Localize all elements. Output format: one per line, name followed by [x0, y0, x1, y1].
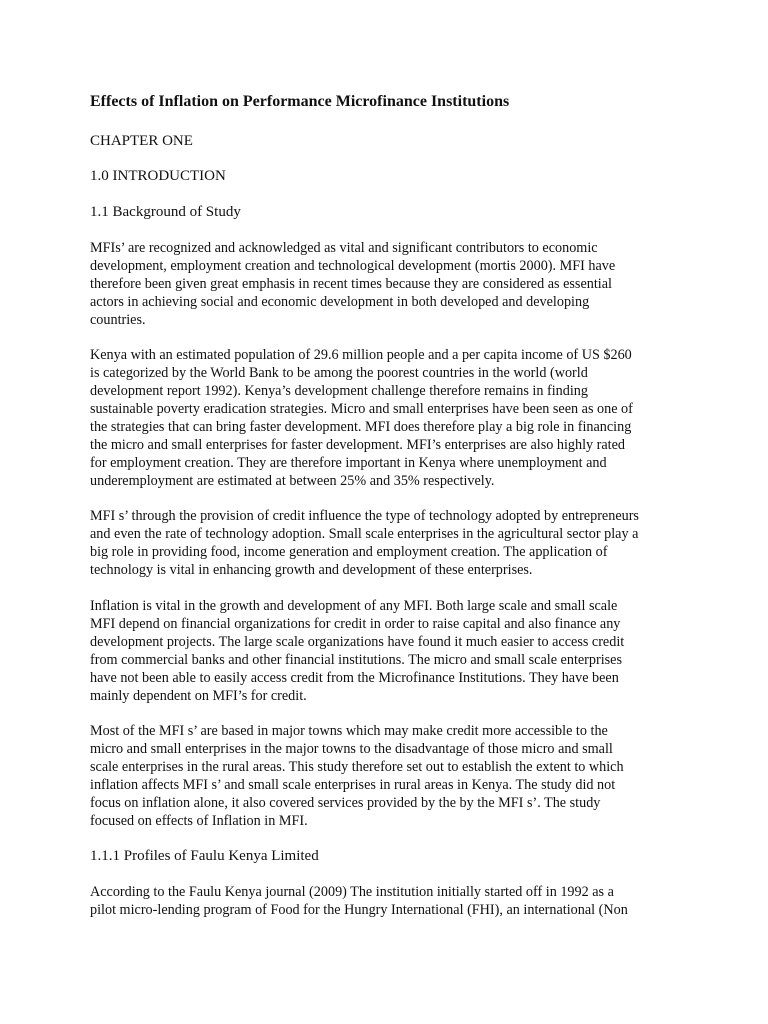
paragraph-kenya-population	[90, 346, 690, 490]
paragraph-line: the strategies that can bring faster development. MFI does therefore play a big role in financing	[90, 419, 632, 435]
paragraph-line: focused on effects of Inflation in MFI.	[90, 813, 308, 829]
paragraph-line: Most of the MFI s’ are based in major towns which may make credit more accessible to the	[90, 723, 608, 739]
paragraph-line: for employment creation. They are therefore important in Kenya where unemployment and	[90, 455, 607, 471]
paragraph-line: from commercial banks and other financial institutions. The micro and small scale enterprises	[90, 652, 623, 668]
paragraph-line: development, employment creation and technological development (mortis 2000). MFI have	[90, 258, 616, 274]
paragraph-line: technology is vital in enhancing growth and development of these enterprises.	[90, 562, 533, 578]
paragraph-line: development projects. The large scale organizations have found it much easier to access credit	[90, 634, 625, 650]
paragraph-line: have not been able to easily access credit from the Microfinance Institutions. They have been	[90, 670, 619, 686]
introduction-heading: 1.0 INTRODUCTION	[90, 168, 226, 184]
paragraph-line: According to the Faulu Kenya journal (2009) The institution initially started off in 1992 as a	[90, 884, 614, 900]
paragraph-faulu-kenya	[90, 883, 690, 919]
paragraph-line: therefore been given great emphasis in recent times because they are considered as essential	[90, 276, 612, 292]
paragraph-inflation-growth	[90, 597, 690, 705]
paragraph-line: focus on inflation alone, it also covered services provided by the by the MFI s’. The study	[90, 795, 601, 811]
paragraph-line: underemployment are estimated at between 25% and 35% respectively.	[90, 473, 495, 489]
paragraph-line: MFI depend on financial organizations for credit in order to raise capital and also finance any	[90, 616, 621, 632]
paragraph-line: Kenya with an estimated population of 29.6 million people and a per capita income of US $260	[90, 347, 632, 363]
paragraph-line: is categorized by the World Bank to be among the poorest countries in the world (world	[90, 365, 588, 381]
paragraph-technology	[90, 507, 690, 579]
paragraph-mfi-towns	[90, 722, 690, 830]
paragraph-line: the micro and small enterprises for faster development. MFI’s enterprises are also highly rated	[90, 437, 626, 453]
paragraph-line: mainly dependent on MFI’s for credit.	[90, 688, 307, 704]
paragraph-line: sustainable poverty eradication strategies. Micro and small enterprises have been seen as one of	[90, 401, 633, 417]
profiles-heading: 1.1.1 Profiles of Faulu Kenya Limited	[90, 848, 319, 864]
paragraph-line: scale enterprises in the rural areas. This study therefore set out to establish the extent to which	[90, 759, 624, 775]
paragraph-line: MFI s’ through the provision of credit influence the type of technology adopted by entrepreneurs	[90, 508, 639, 524]
paragraph-mfi-recognition	[90, 239, 690, 329]
paragraph-line: pilot micro-lending program of Food for the Hungry International (FHI), an international (Non	[90, 902, 628, 918]
paragraph-line: inflation affects MFI s’ and small scale enterprises in rural areas in Kenya. The study did not	[90, 777, 616, 793]
document-title: Effects of Inflation on Performance Microfinance Institutions	[90, 93, 510, 110]
paragraph-line: and even the rate of technology adoption. Small scale enterprises in the agricultural sector play a	[90, 526, 639, 542]
paragraph-line: actors in achieving social and economic development in both developed and developing	[90, 294, 590, 310]
paragraph-line: countries.	[90, 312, 146, 328]
paragraph-line: micro and small enterprises in the major towns to the disadvantage of those micro and small	[90, 741, 613, 757]
chapter-heading: CHAPTER ONE	[90, 133, 193, 149]
paragraph-line: big role in providing food, income generation and employment creation. The application of	[90, 544, 608, 560]
paragraph-line: Inflation is vital in the growth and development of any MFI. Both large scale and small scale	[90, 598, 618, 614]
background-heading: 1.1 Background of Study	[90, 204, 241, 220]
paragraph-line: MFIs’ are recognized and acknowledged as vital and significant contributors to economic	[90, 240, 598, 256]
paragraph-line: development report 1992). Kenya’s development challenge therefore remains in finding	[90, 383, 588, 399]
